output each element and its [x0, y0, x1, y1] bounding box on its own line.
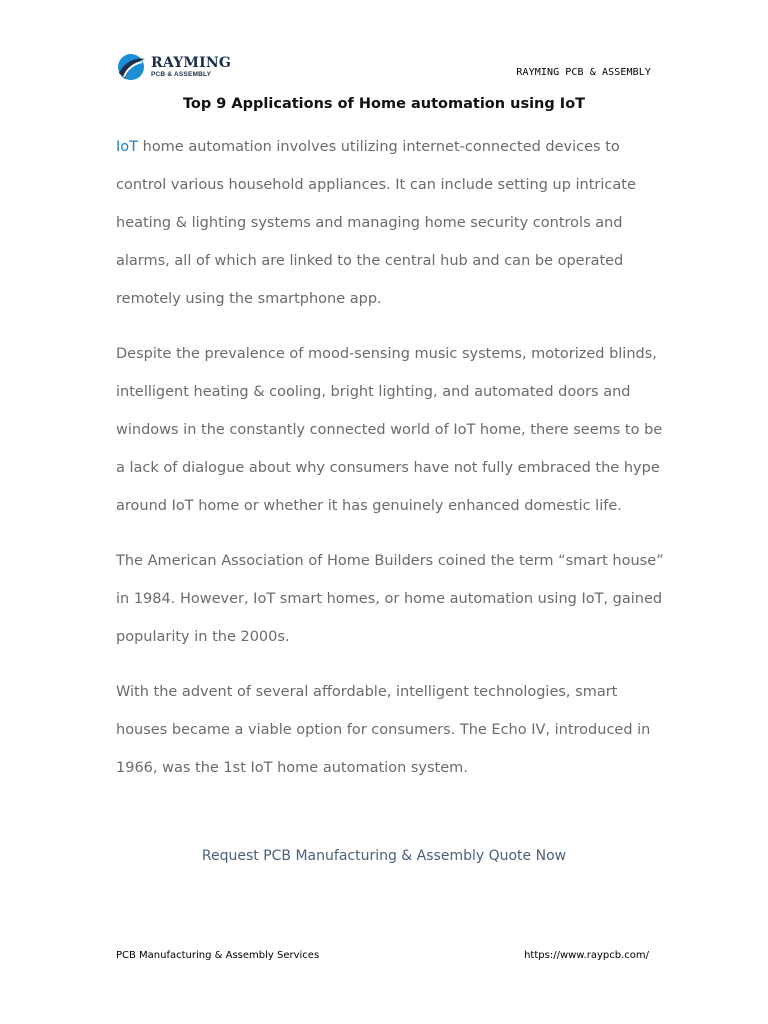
logo-sub-text: PCB & ASSEMBLY — [151, 70, 212, 78]
paragraph-1-text: home automation involves utilizing internet-connected devices to control various household appliances. It can include setting up intricate heating & lighting systems and managing home security controls and alarms, all of which are linked to the central hub and can be operated remotely using the smartphone app. — [116, 139, 636, 307]
request-quote-link[interactable]: Request PCB Manufacturing & Assembly Quote Now — [201, 848, 567, 864]
document-title: Top 9 Applications of Home automation using IoT — [182, 96, 586, 112]
paragraph-1 — [116, 128, 664, 318]
footer-website-link[interactable]: https://www.raypcb.com/ — [524, 950, 649, 961]
rayming-logo — [115, 50, 235, 84]
paragraph-4: With the advent of several affordable, intelligent technologies, smart houses became a viable option for consumers. The Echo IV, introduced in 1966, was the 1st IoT home automation system. — [116, 684, 651, 776]
rayming-logo-mark-icon — [115, 51, 147, 83]
logo-brand-text: RAYMING — [151, 54, 231, 71]
paragraph-3: The American Association of Home Builders coined the term “smart house” in 1984. However, IoT smart homes, or home automation using IoT, gained popularity in the 2000s. — [116, 553, 664, 645]
footer-services-text: PCB Manufacturing & Assembly Services — [116, 950, 320, 961]
iot-link[interactable]: IoT — [116, 139, 139, 155]
paragraph-2: Despite the prevalence of mood-sensing music systems, motorized blinds, intelligent heating & cooling, bright lighting, and automated doors and windows in the constantly connected world of IoT home, there seems to be a lack of dialogue about why consumers have not fully embraced the hype around IoT home or whether it has genuinely enhanced domestic life. — [116, 346, 663, 514]
header-company-name: RAYMING PCB & ASSEMBLY — [516, 67, 651, 78]
document-body — [116, 128, 664, 804]
